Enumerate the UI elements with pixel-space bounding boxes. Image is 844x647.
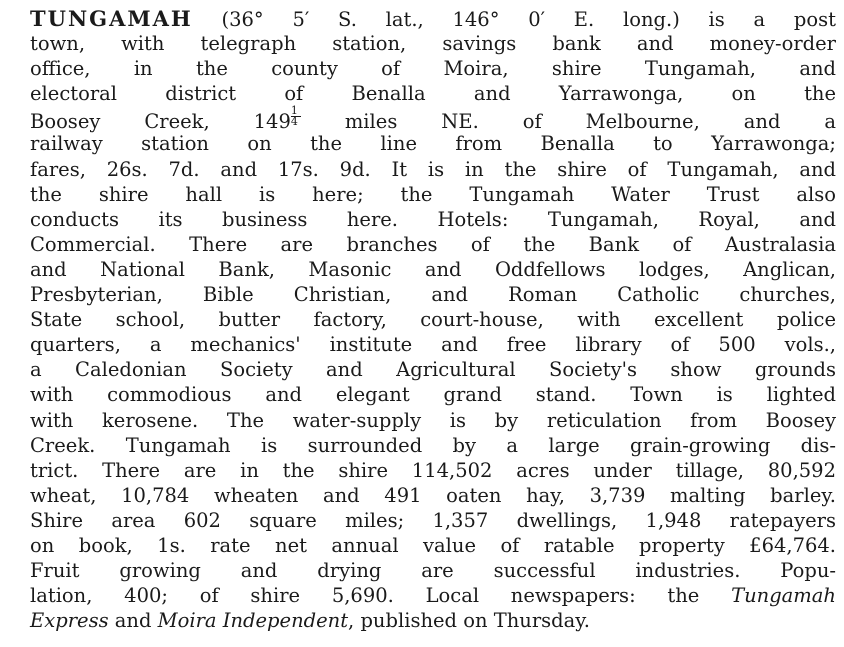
quarter-fraction: $\frac{1}{4}$ xyxy=(291,106,301,127)
entry-line-25 xyxy=(30,608,836,633)
entry-line-16: with commodious and elegant grand stand. Town is lighted xyxy=(30,383,836,407)
entry-line-4: electoral district of Benalla and Yarrawonga, on the xyxy=(30,82,836,106)
entry-line-17: with kerosene. The water-supply is by reticulation from Boosey xyxy=(30,408,836,432)
newspaper-name-tungamah: Tungamah xyxy=(731,584,836,608)
entry-line-7: fares, 26s. 7d. and 17s. 9d. It is in the shire of Tungamah, and xyxy=(30,157,836,181)
entry-line-1 xyxy=(30,6,836,31)
entry-line-19: trict. There are in the shire 114,502 acres under tillage, 80,592 xyxy=(30,458,836,482)
entry-line-6: railway station on the line from Benalla to Yarrawonga; xyxy=(30,132,836,156)
entry-line-18: Creek. Tungamah is surrounded by a large grain-growing dis- xyxy=(30,433,836,457)
entry-line-2: town, with telegraph station, savings bank and money-order xyxy=(30,32,836,56)
entry-line-24 xyxy=(30,583,836,608)
entry-line-8: the shire hall is here; the Tungamah Water Trust also xyxy=(30,182,836,206)
newspaper-name-moira-independent: Moira Independent xyxy=(157,609,349,633)
entry-line-12: Presbyterian, Bible Christian, and Roman Catholic churches, xyxy=(30,283,836,307)
newspaper-name-express: Express xyxy=(30,609,109,633)
conjunction-text: and xyxy=(108,609,158,633)
entry-line-23: Fruit growing and drying are successful industries. Popu- xyxy=(30,559,836,583)
entry-line-15: a Caledonian Society and Agricultural Society's show grounds xyxy=(30,358,836,382)
entry-line-11: and National Bank, Masonic and Oddfellows lodges, Anglican, xyxy=(30,257,836,281)
entry-line-5 xyxy=(30,104,837,134)
publication-day-text: , published on Thursday. xyxy=(348,609,590,633)
entry-line-10: Commercial. There are branches of the Bank of Australasia xyxy=(30,232,836,256)
entry-line-21: Shire area 602 square miles; 1,357 dwellings, 1,948 ratepayers xyxy=(30,508,836,532)
entry-line-14: quarters, a mechanics' institute and free library of 500 vols., xyxy=(30,333,836,357)
headword: TUNGAMAH xyxy=(30,6,193,31)
distance-text-end: miles NE. of Melbourne, and a xyxy=(300,110,837,134)
distance-text-start: Boosey Creek, 149 xyxy=(30,110,291,134)
gazetteer-entry xyxy=(30,6,836,633)
entry-line-22: on book, 1s. rate net annual value of ratable property £64,764. xyxy=(30,533,836,557)
coordinates-text: (36° 5′ S. lat., 146° 0′ E. long.) is a post xyxy=(221,8,836,31)
entry-line-9: conducts its business here. Hotels: Tungamah, Royal, and xyxy=(30,207,836,231)
entry-line-3: office, in the county of Moira, shire Tungamah, and xyxy=(30,57,836,81)
population-text: lation, 400; of shire 5,690. Local newspapers: the xyxy=(30,584,700,608)
entry-line-13: State school, butter factory, court-house, with excellent police xyxy=(30,308,836,332)
entry-line-20: wheat, 10,784 wheaten and 491 oaten hay, 3,739 malting barley. xyxy=(30,483,836,507)
